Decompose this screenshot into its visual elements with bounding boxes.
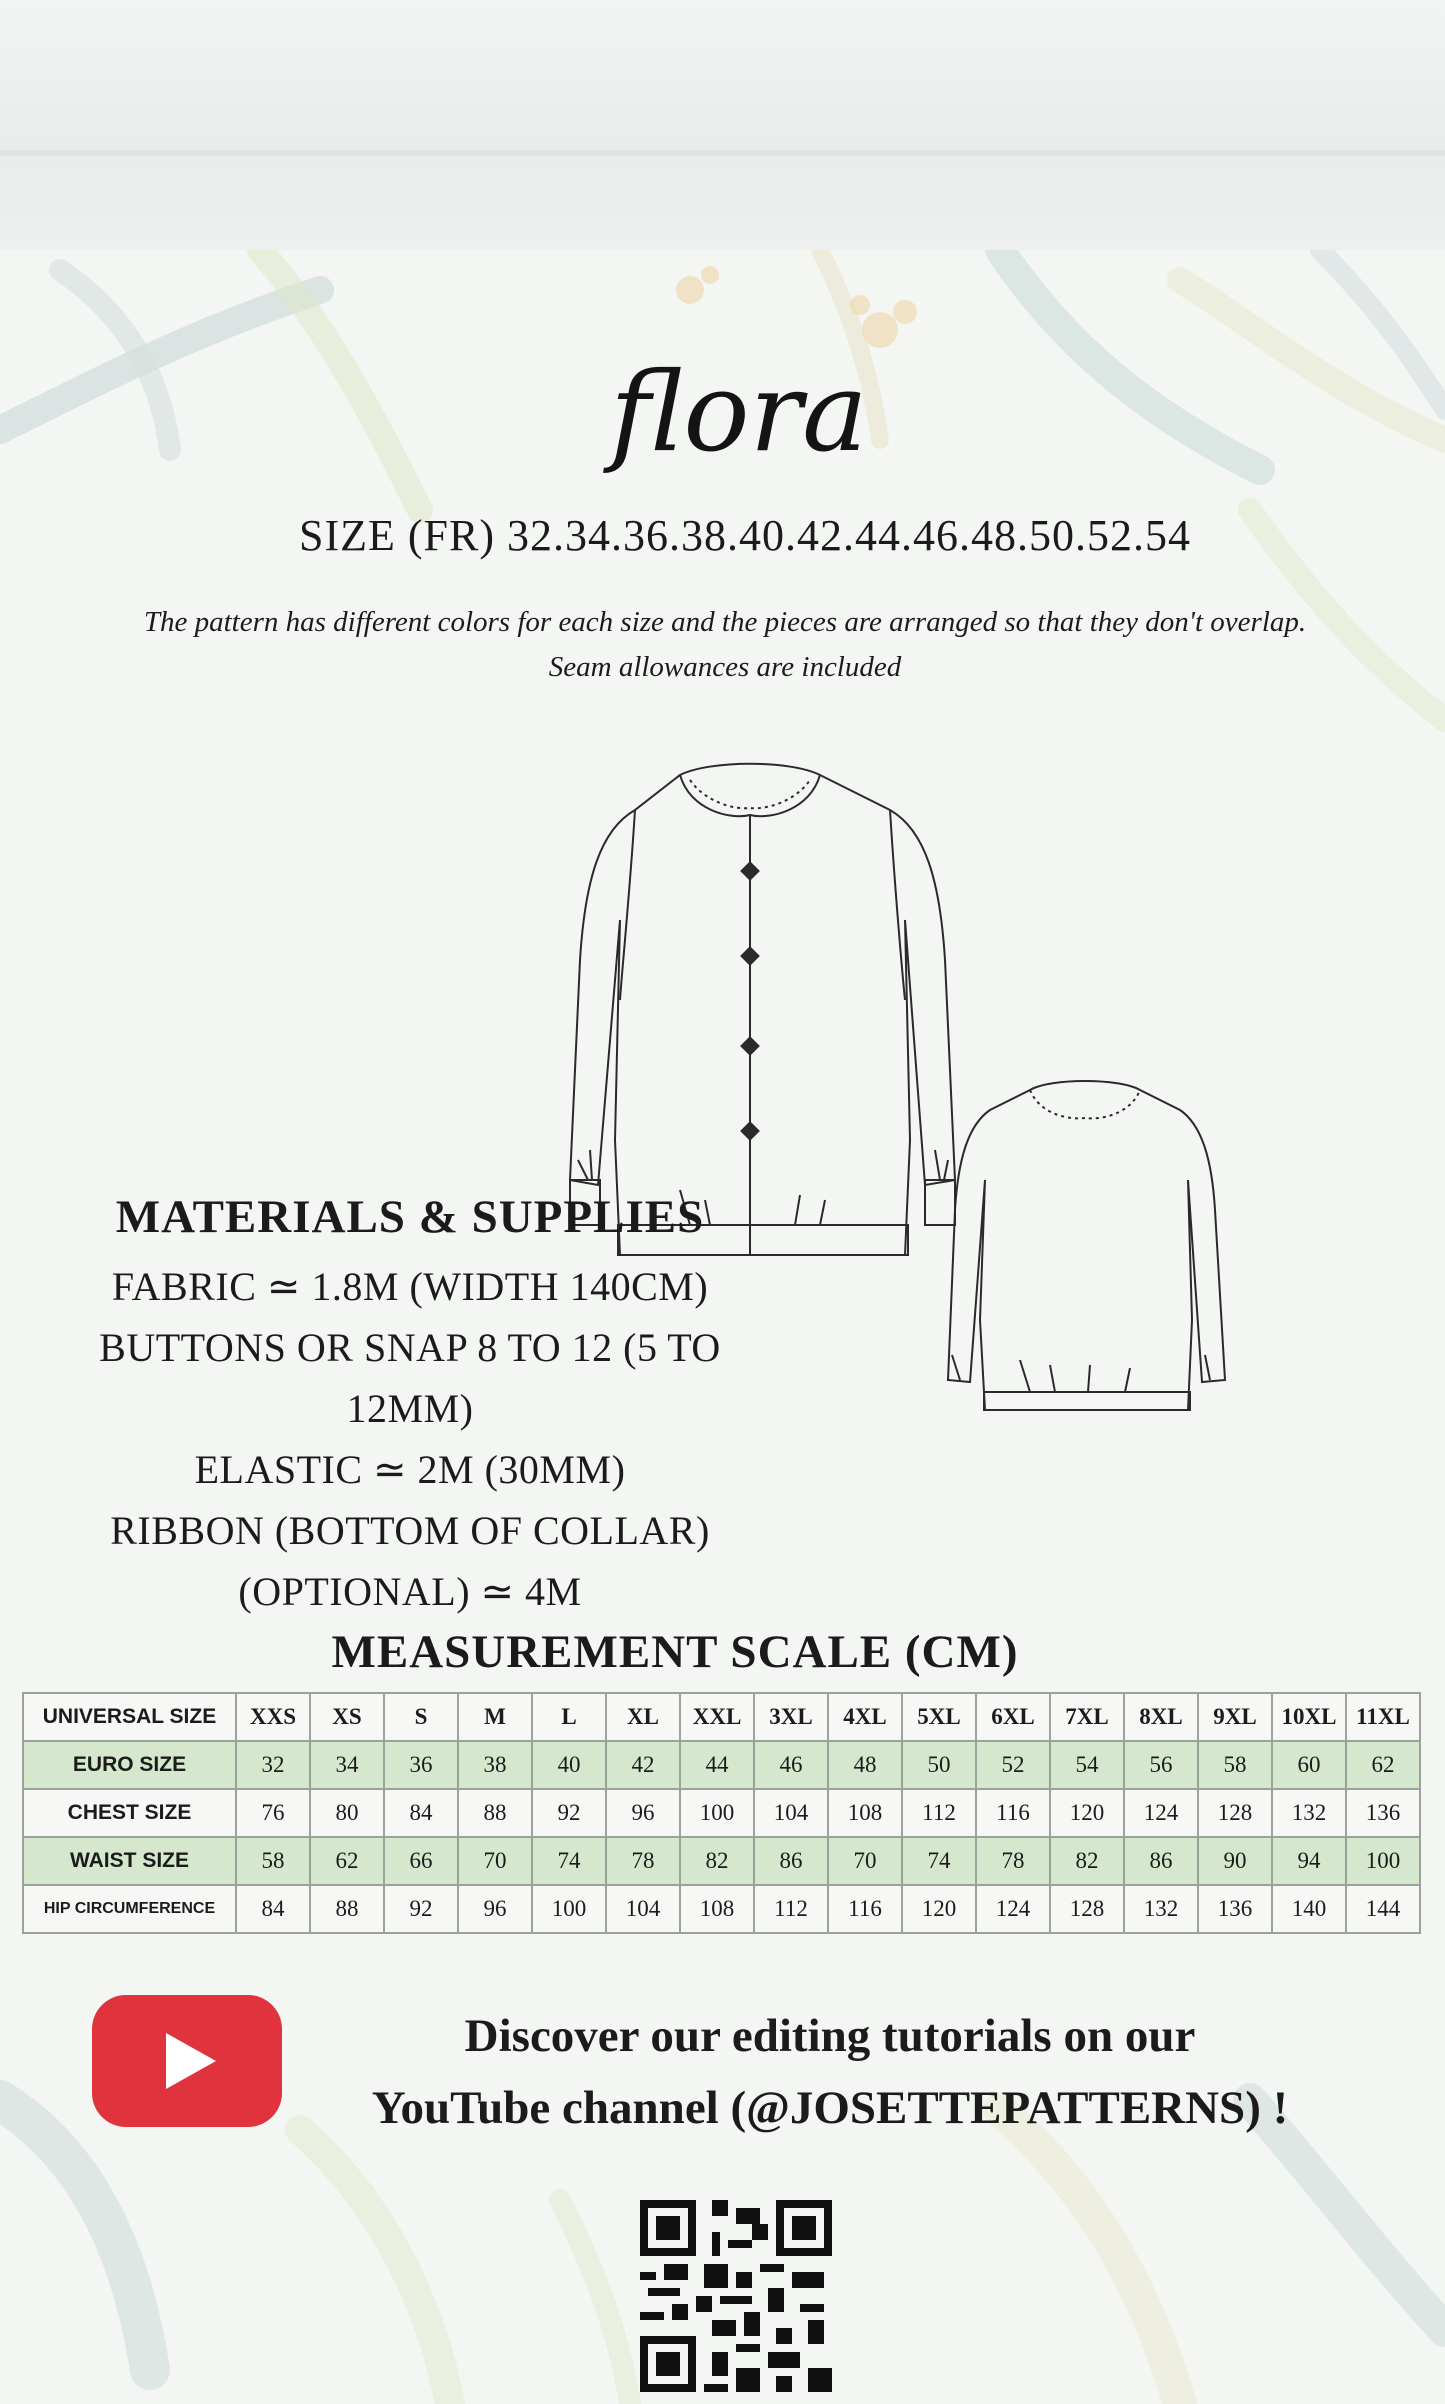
- size-header: 8XL: [1124, 1693, 1198, 1741]
- table-cell: 86: [754, 1837, 828, 1885]
- table-cell: 50: [902, 1741, 976, 1789]
- qr-code-icon[interactable]: [640, 2200, 832, 2392]
- table-cell: 58: [1198, 1741, 1272, 1789]
- table-cell: 100: [1346, 1837, 1420, 1885]
- table-cell: 38: [458, 1741, 532, 1789]
- table-cell: 90: [1198, 1837, 1272, 1885]
- table-cell: 44: [680, 1741, 754, 1789]
- table-cell: 88: [310, 1885, 384, 1933]
- table-row: [23, 1741, 1420, 1789]
- table-cell: 74: [532, 1837, 606, 1885]
- size-header: 3XL: [754, 1693, 828, 1741]
- top-paper-band: [0, 0, 1445, 250]
- size-header: 10XL: [1272, 1693, 1346, 1741]
- table-cell: 78: [976, 1837, 1050, 1885]
- table-cell: 84: [236, 1885, 310, 1933]
- measurement-table: [22, 1692, 1421, 1934]
- table-cell: 76: [236, 1789, 310, 1837]
- material-item: BUTTONS OR SNAP 8 TO 12 (5 TO 12MM): [99, 1325, 721, 1431]
- table-cell: 100: [680, 1789, 754, 1837]
- table-cell: 136: [1198, 1885, 1272, 1933]
- youtube-promo: [290, 2000, 1370, 2144]
- table-cell: 124: [976, 1885, 1050, 1933]
- size-header: XS: [310, 1693, 384, 1741]
- material-item: (OPTIONAL) ≃ 4M: [238, 1569, 582, 1614]
- table-cell: 96: [606, 1789, 680, 1837]
- youtube-play-icon: [92, 1995, 282, 2127]
- materials-title: MATERIALS & SUPPLIES: [115, 1191, 705, 1243]
- size-header: 6XL: [976, 1693, 1050, 1741]
- table-cell: 140: [1272, 1885, 1346, 1933]
- table-row: [23, 1885, 1420, 1933]
- table-cell: 100: [532, 1885, 606, 1933]
- promo-line2: YouTube channel (@JOSETTEPATTERNS) !: [371, 2082, 1289, 2134]
- pattern-note-line1: The pattern has different colors for each size and the pieces are arranged so that they don't overlap.: [143, 606, 1307, 638]
- svg-text:flora: flora: [610, 348, 868, 476]
- pattern-note-line2: Seam allowances are included: [548, 651, 902, 683]
- size-header: 5XL: [902, 1693, 976, 1741]
- table-cell: 36: [384, 1741, 458, 1789]
- table-cell: 108: [680, 1885, 754, 1933]
- table-cell: 104: [754, 1789, 828, 1837]
- table-cell: 132: [1124, 1885, 1198, 1933]
- table-cell: 34: [310, 1741, 384, 1789]
- table-cell: 120: [1050, 1789, 1124, 1837]
- table-cell: 54: [1050, 1741, 1124, 1789]
- material-item: ELASTIC ≃ 2M (30MM): [194, 1447, 626, 1492]
- table-cell: 48: [828, 1741, 902, 1789]
- row-label: WAIST SIZE: [23, 1837, 236, 1885]
- table-cell: 92: [384, 1885, 458, 1933]
- pattern-back-card: [0, 250, 1445, 2404]
- table-cell: 124: [1124, 1789, 1198, 1837]
- size-header: M: [458, 1693, 532, 1741]
- table-row: [23, 1789, 1420, 1837]
- table-cell: 82: [680, 1837, 754, 1885]
- measurement-title: MEASUREMENT SCALE (CM): [331, 1626, 1019, 1678]
- universal-size-label: UNIVERSAL SIZE: [23, 1693, 236, 1741]
- table-cell: 40: [532, 1741, 606, 1789]
- row-label: CHEST SIZE: [23, 1789, 236, 1837]
- table-cell: 136: [1346, 1789, 1420, 1837]
- table-cell: 78: [606, 1837, 680, 1885]
- row-label: HIP CIRCUMFERENCE: [23, 1885, 236, 1933]
- table-cell: 74: [902, 1837, 976, 1885]
- table-cell: 56: [1124, 1741, 1198, 1789]
- table-row: [23, 1837, 1420, 1885]
- table-cell: 60: [1272, 1741, 1346, 1789]
- table-cell: 92: [532, 1789, 606, 1837]
- table-cell: 88: [458, 1789, 532, 1837]
- blouse-sketch-back: [940, 1020, 1230, 1570]
- table-cell: 144: [1346, 1885, 1420, 1933]
- size-header: 11XL: [1346, 1693, 1420, 1741]
- table-cell: 62: [310, 1837, 384, 1885]
- table-cell: 94: [1272, 1837, 1346, 1885]
- size-header: S: [384, 1693, 458, 1741]
- size-header: 7XL: [1050, 1693, 1124, 1741]
- table-cell: 82: [1050, 1837, 1124, 1885]
- size-header: 4XL: [828, 1693, 902, 1741]
- table-cell: 58: [236, 1837, 310, 1885]
- table-cell: 32: [236, 1741, 310, 1789]
- table-cell: 70: [458, 1837, 532, 1885]
- table-cell: 96: [458, 1885, 532, 1933]
- table-cell: 62: [1346, 1741, 1420, 1789]
- flora-logo: [600, 300, 900, 500]
- table-cell: 128: [1198, 1789, 1272, 1837]
- row-label: EURO SIZE: [23, 1741, 236, 1789]
- table-cell: 120: [902, 1885, 976, 1933]
- table-cell: 132: [1272, 1789, 1346, 1837]
- promo-line1: Discover our editing tutorials on our: [464, 2010, 1196, 2062]
- table-cell: 108: [828, 1789, 902, 1837]
- table-cell: 116: [828, 1885, 902, 1933]
- size-header: XXL: [680, 1693, 754, 1741]
- table-cell: 112: [754, 1885, 828, 1933]
- table-cell: 70: [828, 1837, 902, 1885]
- table-header-row: [23, 1693, 1420, 1741]
- materials-section: [40, 1190, 780, 1622]
- table-cell: 116: [976, 1789, 1050, 1837]
- size-header: XL: [606, 1693, 680, 1741]
- material-item: RIBBON (BOTTOM OF COLLAR): [110, 1508, 710, 1553]
- size-header: L: [532, 1693, 606, 1741]
- table-cell: 104: [606, 1885, 680, 1933]
- table-cell: 46: [754, 1741, 828, 1789]
- size-header: 9XL: [1198, 1693, 1272, 1741]
- table-cell: 86: [1124, 1837, 1198, 1885]
- table-cell: 84: [384, 1789, 458, 1837]
- size-range: SIZE (FR) 32.34.36.38.40.42.44.46.48.50.52.54: [299, 511, 1191, 560]
- table-cell: 66: [384, 1837, 458, 1885]
- size-header: XXS: [236, 1693, 310, 1741]
- table-cell: 42: [606, 1741, 680, 1789]
- material-item: FABRIC ≃ 1.8M (WIDTH 140CM): [111, 1264, 709, 1309]
- table-cell: 52: [976, 1741, 1050, 1789]
- table-cell: 112: [902, 1789, 976, 1837]
- table-cell: 80: [310, 1789, 384, 1837]
- pattern-note: [100, 600, 1350, 690]
- table-cell: 128: [1050, 1885, 1124, 1933]
